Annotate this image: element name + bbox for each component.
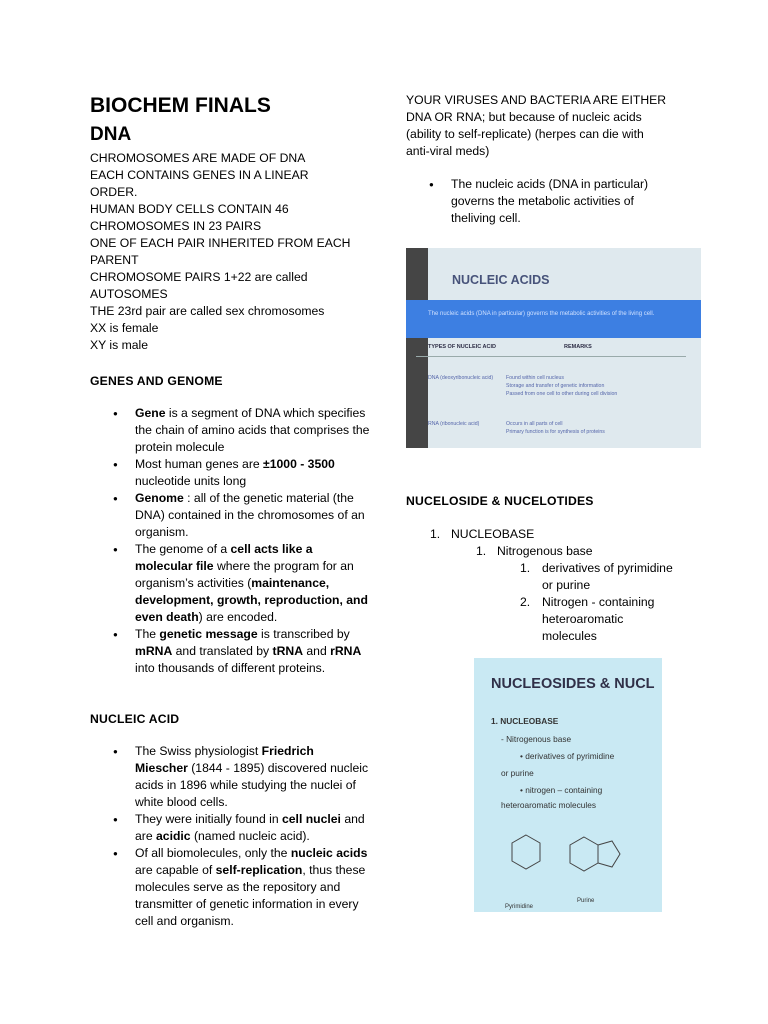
- right-intro-line: (ability to self-replicate) (herpes can die with: [406, 127, 644, 141]
- slide-title: NUCLEIC ACIDS: [452, 273, 550, 287]
- outline-number: 1.: [520, 561, 531, 575]
- outline-label: derivatives of pyrimidine: [542, 561, 673, 575]
- nucleobase-outline: [406, 526, 706, 646]
- bold-term: Genome: [135, 491, 184, 505]
- right-intro-line: DNA OR RNA; but because of nucleic acids: [406, 110, 642, 124]
- page-title: BIOCHEM FINALS: [90, 94, 271, 117]
- right-bullet-line: theliving cell.: [451, 211, 521, 225]
- intro-line: ONE OF EACH PAIR INHERITED FROM EACH: [90, 236, 351, 250]
- list-item: [90, 626, 370, 677]
- text: , thus these molecules serve as the repository and transmitter of genetic information in every cell and organism.: [135, 863, 366, 928]
- outline-label: Nitrogen - containing: [542, 595, 655, 609]
- heading-genes-and-genome: GENES AND GENOME: [90, 374, 223, 388]
- structure-label: Pyrimidine: [505, 904, 534, 910]
- bold-term: acidic: [156, 829, 191, 843]
- bold-term: ±1000 - 3500: [263, 457, 335, 471]
- slide-remark: Found within cell nucleus: [506, 375, 564, 381]
- text: is transcribed by: [257, 627, 350, 641]
- text: nucleotide units long: [135, 474, 247, 488]
- text: is a segment of DNA which specifies the chain of amino acids that comprises the protein molecule: [135, 406, 370, 454]
- text: They were initially found in: [135, 812, 282, 826]
- outline-number: 1.: [430, 527, 441, 541]
- intro-line: XY is male: [90, 338, 149, 352]
- bold-term: self-replication: [215, 863, 303, 877]
- list-item: [90, 845, 370, 930]
- slide-col-header: REMARKS: [564, 344, 592, 350]
- slide-text: heteroaromatic molecules: [501, 800, 596, 810]
- slide-cell: [506, 420, 605, 436]
- slide-highlight-band: [406, 300, 701, 338]
- outline-label: Nitrogenous base: [497, 544, 593, 558]
- slide-photo-nucleosides: [474, 658, 662, 912]
- intro-line: EACH CONTAINS GENES IN A LINEAR: [90, 168, 309, 182]
- list-item: [406, 176, 696, 227]
- outline-label: molecules: [542, 629, 597, 643]
- intro-line: CHROMOSOMES IN 23 PAIRS: [90, 219, 262, 233]
- molecule-structures: [496, 823, 646, 898]
- pyrimidine-ring: [512, 835, 540, 869]
- intro-paragraph: [90, 150, 380, 354]
- intro-line: HUMAN BODY CELLS CONTAIN 46: [90, 202, 289, 216]
- text: : all of the genetic material (the DNA) contained in the chromosomes of an organism.: [135, 491, 365, 539]
- text: ) are encoded.: [198, 610, 278, 624]
- right-intro-line: anti-viral meds): [406, 144, 490, 158]
- slide-remark: Primary function is for synthesis of proteins: [506, 429, 605, 435]
- purine-five-ring: [598, 841, 620, 867]
- bold-term: nucleic acids: [290, 846, 368, 860]
- text: into thousands of different proteins.: [135, 661, 326, 675]
- text: and: [303, 644, 331, 658]
- intro-line: ORDER.: [90, 185, 138, 199]
- list-item: [90, 490, 370, 541]
- text: and are: [135, 812, 365, 843]
- heading-nucleic-acid: NUCLEIC ACID: [90, 712, 180, 726]
- intro-line: PARENT: [90, 253, 139, 267]
- heading-nucleoside-nucleotides: NUCELOSIDE & NUCELOTIDES: [406, 494, 594, 508]
- slide-text: 1. NUCLEOBASE: [491, 716, 559, 726]
- outline-label: or purine: [542, 578, 591, 592]
- purine-six-ring: [570, 837, 598, 871]
- slide-text: • derivatives of pyrimidine: [520, 751, 615, 761]
- right-bullet-list: [406, 176, 696, 227]
- outline-number: 1.: [476, 544, 487, 558]
- intro-line: XX is female: [90, 321, 159, 335]
- slide-cell: DNA (deoxyribonucleic acid): [428, 375, 494, 381]
- text: where the program for an organism’s activities (: [135, 559, 354, 590]
- slide-col-header: TYPES OF NUCLEIC ACID: [428, 344, 496, 350]
- text: and translated by: [172, 644, 273, 658]
- bold-term: tRNA: [272, 644, 303, 658]
- text: Of all biomolecules, only the: [135, 846, 291, 860]
- outline-number: 2.: [520, 595, 531, 609]
- bold-term: mRNA: [135, 644, 173, 658]
- slide-remark: Storage and transfer of genetic information: [506, 383, 605, 389]
- slide-remark: Occurs in all parts of cell: [506, 421, 563, 427]
- bold-term: cell nuclei: [282, 812, 341, 826]
- bold-term: Gene: [135, 406, 166, 420]
- outline-label: NUCLEOBASE: [451, 527, 535, 541]
- bold-term: cell acts like a molecular file: [135, 542, 313, 573]
- list-item: [90, 541, 370, 626]
- slide-text: or purine: [501, 768, 534, 778]
- intro-line: CHROMOSOME PAIRS 1+22 are called: [90, 270, 308, 284]
- right-intro-line: YOUR VIRUSES AND BACTERIA ARE EITHER: [406, 93, 667, 107]
- list-item: [90, 405, 370, 456]
- bold-term: genetic message: [159, 627, 258, 641]
- list-item: [90, 456, 370, 490]
- text: (1844 - 1895) discovered nucleic acids in 1896 while studying the nuclei of white blood cells.: [135, 761, 369, 809]
- text: The Swiss physiologist: [135, 744, 262, 758]
- structure-label: Purine: [577, 898, 595, 904]
- slide-text: - Nitrogenous base: [501, 734, 572, 744]
- intro-line: CHROMOSOMES ARE MADE OF DNA: [90, 151, 306, 165]
- bold-term: Friedrich Miescher: [135, 744, 314, 775]
- slide-band-text: The nucleic acids (DNA in particular) governs the metabolic activities of the living cell.: [428, 311, 655, 317]
- photo-dark-edge: [406, 248, 428, 448]
- section-title-dna: DNA: [90, 124, 132, 145]
- text: are capable of: [135, 863, 216, 877]
- right-bullet-line: ● The nucleic acids (DNA in particular): [451, 177, 649, 191]
- intro-line: THE 23rd pair are called sex chromosomes: [90, 304, 325, 318]
- slide-title: NUCLEOSIDES & NUCL: [491, 676, 655, 692]
- slide-table-divider: [416, 356, 686, 357]
- text: The genome of a: [135, 542, 231, 556]
- text: (named nucleic acid).: [190, 829, 310, 843]
- outline-label: heteroaromatic: [542, 612, 624, 626]
- slide-remark: Passed from one cell to other during cell division: [506, 391, 618, 397]
- genes-list: [90, 405, 370, 677]
- text: The: [135, 627, 160, 641]
- list-item: [90, 811, 370, 845]
- text: Most human genes are: [135, 457, 264, 471]
- right-intro-paragraph: [406, 92, 706, 160]
- slide-text: • nitrogen – containing: [520, 785, 603, 795]
- nucleic-list: [90, 743, 370, 930]
- slide-cell: RNA (ribonucleic acid): [428, 421, 480, 427]
- intro-line: AUTOSOMES: [90, 287, 168, 301]
- list-item: [90, 743, 370, 811]
- right-bullet-line: governs the metabolic activities of: [451, 194, 634, 208]
- slide-photo-nucleic-acids: [406, 248, 701, 448]
- bold-term: maintenance, development, growth, reproduction, and even death: [135, 576, 368, 624]
- bold-term: rRNA: [330, 644, 362, 658]
- slide-cell: [506, 374, 617, 398]
